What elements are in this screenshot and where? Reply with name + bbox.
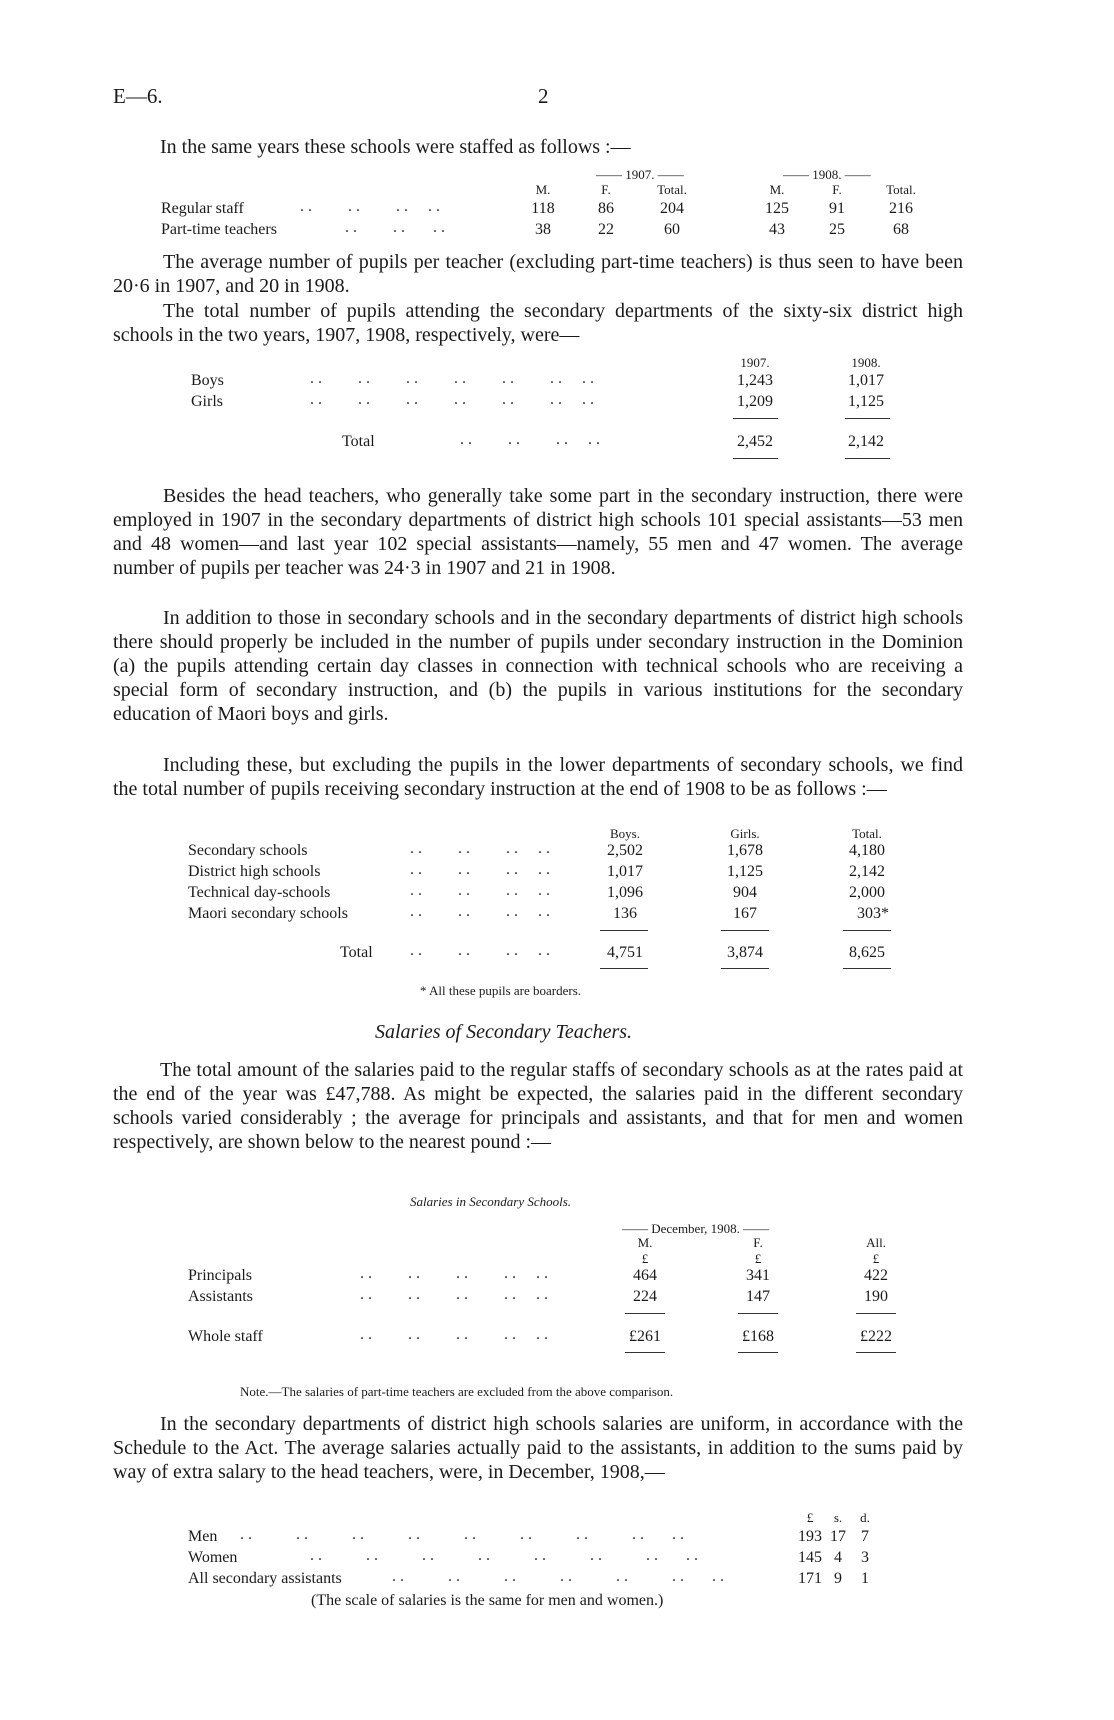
paragraph: Besides the head teachers, who generally take some part in the secondary instruction, there were employed in 1907 in the secondary departments of district high schools 101 special assistants—53 men and 48 women—and last year 102 special assistants—namely, 55 men and 47 women. The average number of pupils per teacher was 24·3 in 1907 and 21 in 1908. (113, 485, 963, 579)
cell: 1,125 (848, 393, 884, 410)
total-cell: 4,751 (607, 944, 643, 961)
unit-pound: £ (641, 1251, 649, 1266)
leader-dots: .. .. .. .. (410, 903, 554, 920)
col-girls: Girls. (730, 826, 760, 841)
paragraph: The total amount of the salaries paid to the regular staffs of secondary schools as at the rates paid at the end of the year was £47,788. As might be expected, the salaries paid in the different secondary schools varied considerably ; the average for principals and assistants, and that for men and women respectively, are shown below to the nearest pound :— (113, 1059, 963, 1153)
cell: 422 (864, 1267, 888, 1284)
cell: 4 (834, 1549, 842, 1566)
cell: 60 (664, 221, 680, 238)
rule (845, 418, 890, 419)
cell: 86 (598, 200, 614, 217)
row-label: Technical day-schools (188, 884, 331, 901)
rule (856, 1352, 896, 1353)
cell: 1,017 (607, 863, 643, 880)
cell: 190 (864, 1288, 888, 1305)
cell: 7 (861, 1528, 869, 1545)
col-total: Total. (852, 826, 882, 841)
period-heading: —— December, 1908. —— (622, 1221, 770, 1236)
cell: 145 (798, 1549, 822, 1566)
total-cell: 2,142 (848, 433, 884, 450)
leader-dots: .. .. .. .. (460, 431, 604, 448)
rule (733, 458, 778, 459)
total-cell: £261 (629, 1328, 661, 1345)
staff-intro: In the same years these schools were staffed as follows :— (160, 136, 631, 158)
year-1907-heading: —— 1907. —— (596, 167, 684, 182)
cell: 204 (660, 200, 684, 217)
leader-dots: .. .. .. .. .. .. .. .. (310, 1547, 702, 1564)
leader-dots: .. .. .. .. .. (360, 1326, 552, 1343)
unit-pound: £ (872, 1251, 880, 1266)
page-reference: E—6. (113, 84, 163, 108)
period-label: December, 1908. (651, 1221, 740, 1236)
cell: 224 (633, 1288, 657, 1305)
rule (843, 968, 891, 969)
row-label: Maori secondary schools (188, 905, 348, 922)
total-cell: 8,625 (849, 944, 885, 961)
cell: 118 (531, 200, 555, 217)
row-label: Regular staff (161, 200, 244, 217)
year-1908-heading: —— 1908. —— (783, 167, 871, 182)
leader-dots: .. .. .. .. .. .. .. (310, 391, 598, 408)
cell: 303* (857, 905, 889, 922)
cell: 1,017 (848, 372, 884, 389)
total-cell: £222 (860, 1328, 892, 1345)
col-1907: 1907. (740, 355, 770, 370)
unit-pounds: £ (806, 1510, 814, 1525)
year-1908-label: 1908. (812, 167, 842, 182)
cell: 91 (829, 200, 845, 217)
col-f-1907: F. (601, 182, 611, 197)
section-heading: Salaries of Secondary Teachers. (375, 1021, 633, 1043)
page-number: 2 (538, 84, 549, 108)
leader-dots: .. .. .. (345, 219, 449, 236)
unit-shillings: s. (833, 1510, 843, 1525)
cell: 1,096 (607, 884, 643, 901)
rule (738, 1352, 778, 1353)
row-label: Women (188, 1549, 238, 1566)
cell: 38 (535, 221, 551, 238)
rule (600, 968, 648, 969)
rule (733, 418, 778, 419)
unit-pound: £ (754, 1251, 762, 1266)
row-label: Principals (188, 1267, 252, 1284)
col-total-1907: Total. (657, 182, 687, 197)
total-label: Total (342, 433, 375, 450)
rule (845, 458, 890, 459)
cell: 1 (861, 1570, 869, 1587)
cell: 22 (598, 221, 614, 238)
col-1908: 1908. (851, 355, 881, 370)
col-boys: Boys. (610, 826, 640, 841)
col-total-1908: Total. (886, 182, 916, 197)
rule (721, 930, 769, 931)
leader-dots: .. .. .. .. (410, 882, 554, 899)
leader-dots: .. .. .. .. .. (360, 1265, 552, 1282)
cell: 136 (613, 905, 637, 922)
cell: 43 (769, 221, 785, 238)
cell: 147 (746, 1288, 770, 1305)
leader-dots: .. .. .. .. .. .. .. (310, 370, 598, 387)
total-cell: £168 (742, 1328, 774, 1345)
cell: 464 (633, 1267, 657, 1284)
row-label: Men (188, 1528, 218, 1545)
leader-dots: .. .. .. .. .. (360, 1286, 552, 1303)
col-all: All. (866, 1235, 886, 1250)
total-cell: 2,452 (737, 433, 773, 450)
total-cell: 3,874 (727, 944, 763, 961)
row-label: District high schools (188, 863, 321, 880)
rule (625, 1313, 665, 1314)
cell: 193 (798, 1528, 822, 1545)
total-label: Total (340, 944, 373, 961)
cell: 3 (861, 1549, 869, 1566)
cell: 341 (746, 1267, 770, 1284)
row-label: Part-time teachers (161, 221, 277, 238)
cell: 9 (834, 1570, 842, 1587)
cell: 167 (733, 905, 757, 922)
cell: 2,502 (607, 842, 643, 859)
rule (625, 1352, 665, 1353)
cell: 1,678 (727, 842, 763, 859)
leader-dots: .. .. .. .. (410, 840, 554, 857)
paragraph: In addition to those in secondary schools and in the secondary departments of district high schools there should properly be included in the number of pupils under secondary instruction in the Dominion (a) the pupils attending certain day classes in connection with technical schools who are receiving a special form of secondary instruction, and (b) the pupils in various institutions for the secondary education of Maori boys and girls. (113, 607, 963, 725)
leader-dots: .. .. .. .. (300, 198, 444, 215)
row-label: Boys (191, 372, 224, 389)
col-f: F. (753, 1235, 763, 1250)
cell: 2,142 (849, 863, 885, 880)
cell: 125 (765, 200, 789, 217)
leader-dots: .. .. .. .. (410, 942, 554, 959)
rule (738, 1313, 778, 1314)
col-m-1907: M. (535, 182, 551, 197)
rule (721, 968, 769, 969)
row-label: Girls (191, 393, 223, 410)
cell: 1,243 (737, 372, 773, 389)
paragraph: The average number of pupils per teacher (excluding part-time teachers) is thus seen to have been 20·6 in 1907, and 20 in 1908. (113, 251, 963, 297)
leader-dots: .. .. .. .. .. .. .. (392, 1568, 728, 1585)
rule (600, 930, 648, 931)
cell: 171 (798, 1570, 822, 1587)
table-note: Note.—The salaries of part-time teachers are excluded from the above comparison. (240, 1384, 674, 1399)
rule (856, 1313, 896, 1314)
leader-dots: .. .. .. .. .. .. .. .. .. (240, 1526, 688, 1543)
total-label: Whole staff (188, 1328, 263, 1345)
table-note: (The scale of salaries is the same for men and women.) (311, 1592, 664, 1609)
cell: 1,125 (727, 863, 763, 880)
col-f-1908: F. (832, 182, 842, 197)
row-label: Assistants (188, 1288, 253, 1305)
unit-pence: d. (860, 1510, 870, 1525)
paragraph: In the secondary departments of district high schools salaries are uniform, in accordance with the Schedule to the Act. The average salaries actually paid to the assistants, in addition to the sums paid by way of extra salary to the head teachers, were, in December, 1908,— (113, 1413, 963, 1483)
paragraph: Including these, but excluding the pupils in the lower departments of secondary schools, we find the total number of pupils receiving secondary instruction at the end of 1908 to be as follows :— (113, 754, 963, 800)
col-m: M. (637, 1235, 653, 1250)
cell: 2,000 (849, 884, 885, 901)
paragraph: The total number of pupils attending the secondary departments of the sixty-six district high schools in the two years, 1907, 1908, respectively, were— (113, 300, 963, 346)
table-title: Salaries in Secondary Schools. (410, 1194, 572, 1209)
cell: 216 (889, 200, 913, 217)
cell: 25 (829, 221, 845, 238)
row-label: Secondary schools (188, 842, 308, 859)
cell: 1,209 (737, 393, 773, 410)
year-1907-label: 1907. (625, 167, 655, 182)
cell: 904 (733, 884, 757, 901)
col-m-1908: M. (769, 182, 785, 197)
cell: 17 (830, 1528, 846, 1545)
cell: 68 (893, 221, 909, 238)
footnote: * All these pupils are boarders. (420, 983, 582, 998)
rule (843, 930, 891, 931)
row-label: All secondary assistants (188, 1570, 342, 1587)
leader-dots: .. .. .. .. (410, 861, 554, 878)
cell: 4,180 (849, 842, 885, 859)
